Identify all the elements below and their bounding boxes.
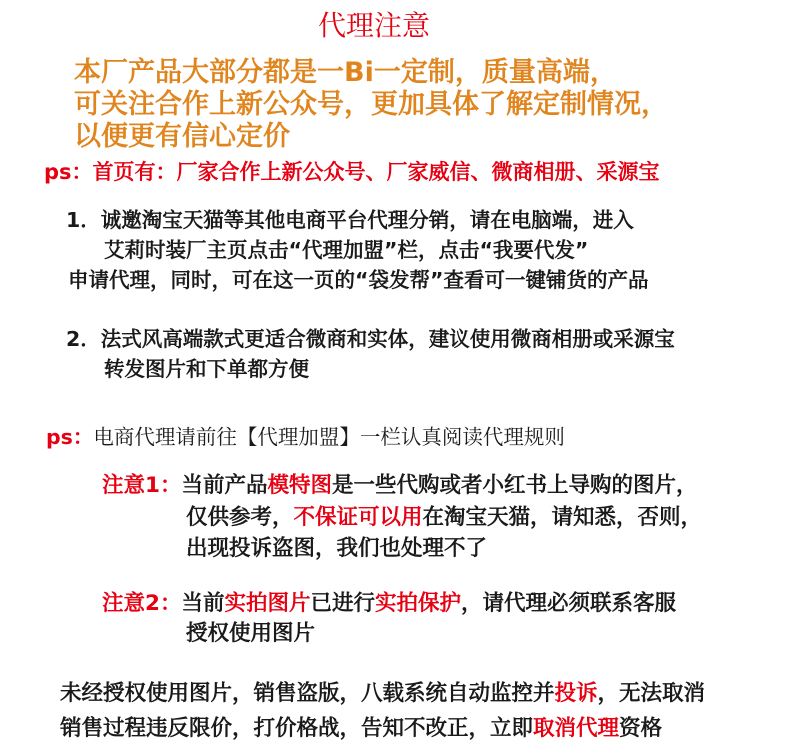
note-2-text-b: 已进行 — [310, 591, 376, 616]
note-1-label: 注意1： — [102, 473, 182, 498]
final-highlight-complaint: 投诉 — [554, 681, 598, 706]
intro-line-1: 本厂产品大部分都是一Bi一定制，质量高端， — [74, 57, 617, 88]
item-1-line-3: 申请代理，同时，可在这一页的“袋发帮”查看可一键铺货的产品 — [68, 268, 649, 292]
note-1-line-3: 出现投诉盗图，我们也处理不了 — [186, 536, 488, 561]
item-2-line-2: 转发图片和下单都方便 — [104, 357, 309, 381]
ps-homepage-note — [44, 156, 660, 186]
note-2-text-c: ，请代理必须联系客服 — [461, 591, 677, 616]
ps-label: ps： — [44, 160, 93, 184]
ps-agent-rules-text: 电商代理请前往【代理加盟】一栏认真阅读代理规则 — [93, 425, 565, 449]
item-1-line-1: 1．诚邀淘宝天猫等其他电商平台代理分销，请在电脑端，进入 — [66, 208, 634, 232]
final-highlight-cancel-agency: 取消代理 — [533, 716, 620, 741]
note-2-text-a: 当前 — [181, 591, 225, 616]
final-text-d: 资格 — [619, 716, 663, 741]
note-2-highlight-real-photos: 实拍图片 — [224, 591, 311, 616]
note-2-line-1 — [102, 586, 676, 617]
note-1-text-a: 当前产品 — [181, 473, 268, 498]
ps-agent-rules-note — [46, 420, 565, 450]
note-2-line-2: 授权使用图片 — [186, 621, 316, 646]
note-1-line-2 — [186, 500, 702, 531]
final-warning-line-1 — [60, 676, 705, 707]
note-1-highlight-no-guarantee: 不保证可以用 — [293, 505, 423, 530]
note-1-text-d: 在淘宝天猫，请知悉，否则， — [422, 505, 703, 530]
item-1-line-2: 艾莉时装厂主页点击“代理加盟”栏，点击“我要代发” — [104, 238, 589, 262]
note-1-line-1 — [102, 468, 698, 499]
note-2-highlight-photo-protection: 实拍保护 — [375, 591, 462, 616]
note-1-text-b: 是一些代购或者小红书上导购的图片， — [332, 473, 698, 498]
final-text-a: 未经授权使用图片，销售盗版，八载系统自动监控并 — [60, 681, 555, 706]
note-1-highlight-model-photo: 模特图 — [267, 473, 332, 498]
final-text-b: ，无法取消 — [597, 681, 706, 706]
final-text-c: 销售过程违反限价，打价格战，告知不改正，立即 — [60, 716, 534, 741]
intro-line-2: 可关注合作上新公众号，更加具体了解定制情况， — [74, 89, 668, 120]
final-warning-line-2 — [60, 711, 662, 742]
item-2-line-1: 2．法式风高端款式更适合微商和实体，建议使用微商相册或采源宝 — [66, 327, 675, 351]
note-2-label: 注意2： — [102, 591, 182, 616]
ps-homepage-text: 首页有：厂家合作上新公众号、厂家威信、微商相册、采源宝 — [92, 160, 660, 184]
intro-line-3: 以便更有信心定价 — [74, 121, 290, 152]
note-1-text-c: 仅供参考， — [186, 505, 294, 530]
ps-label: ps： — [46, 425, 94, 449]
page-title: 代理注意 — [318, 9, 431, 42]
